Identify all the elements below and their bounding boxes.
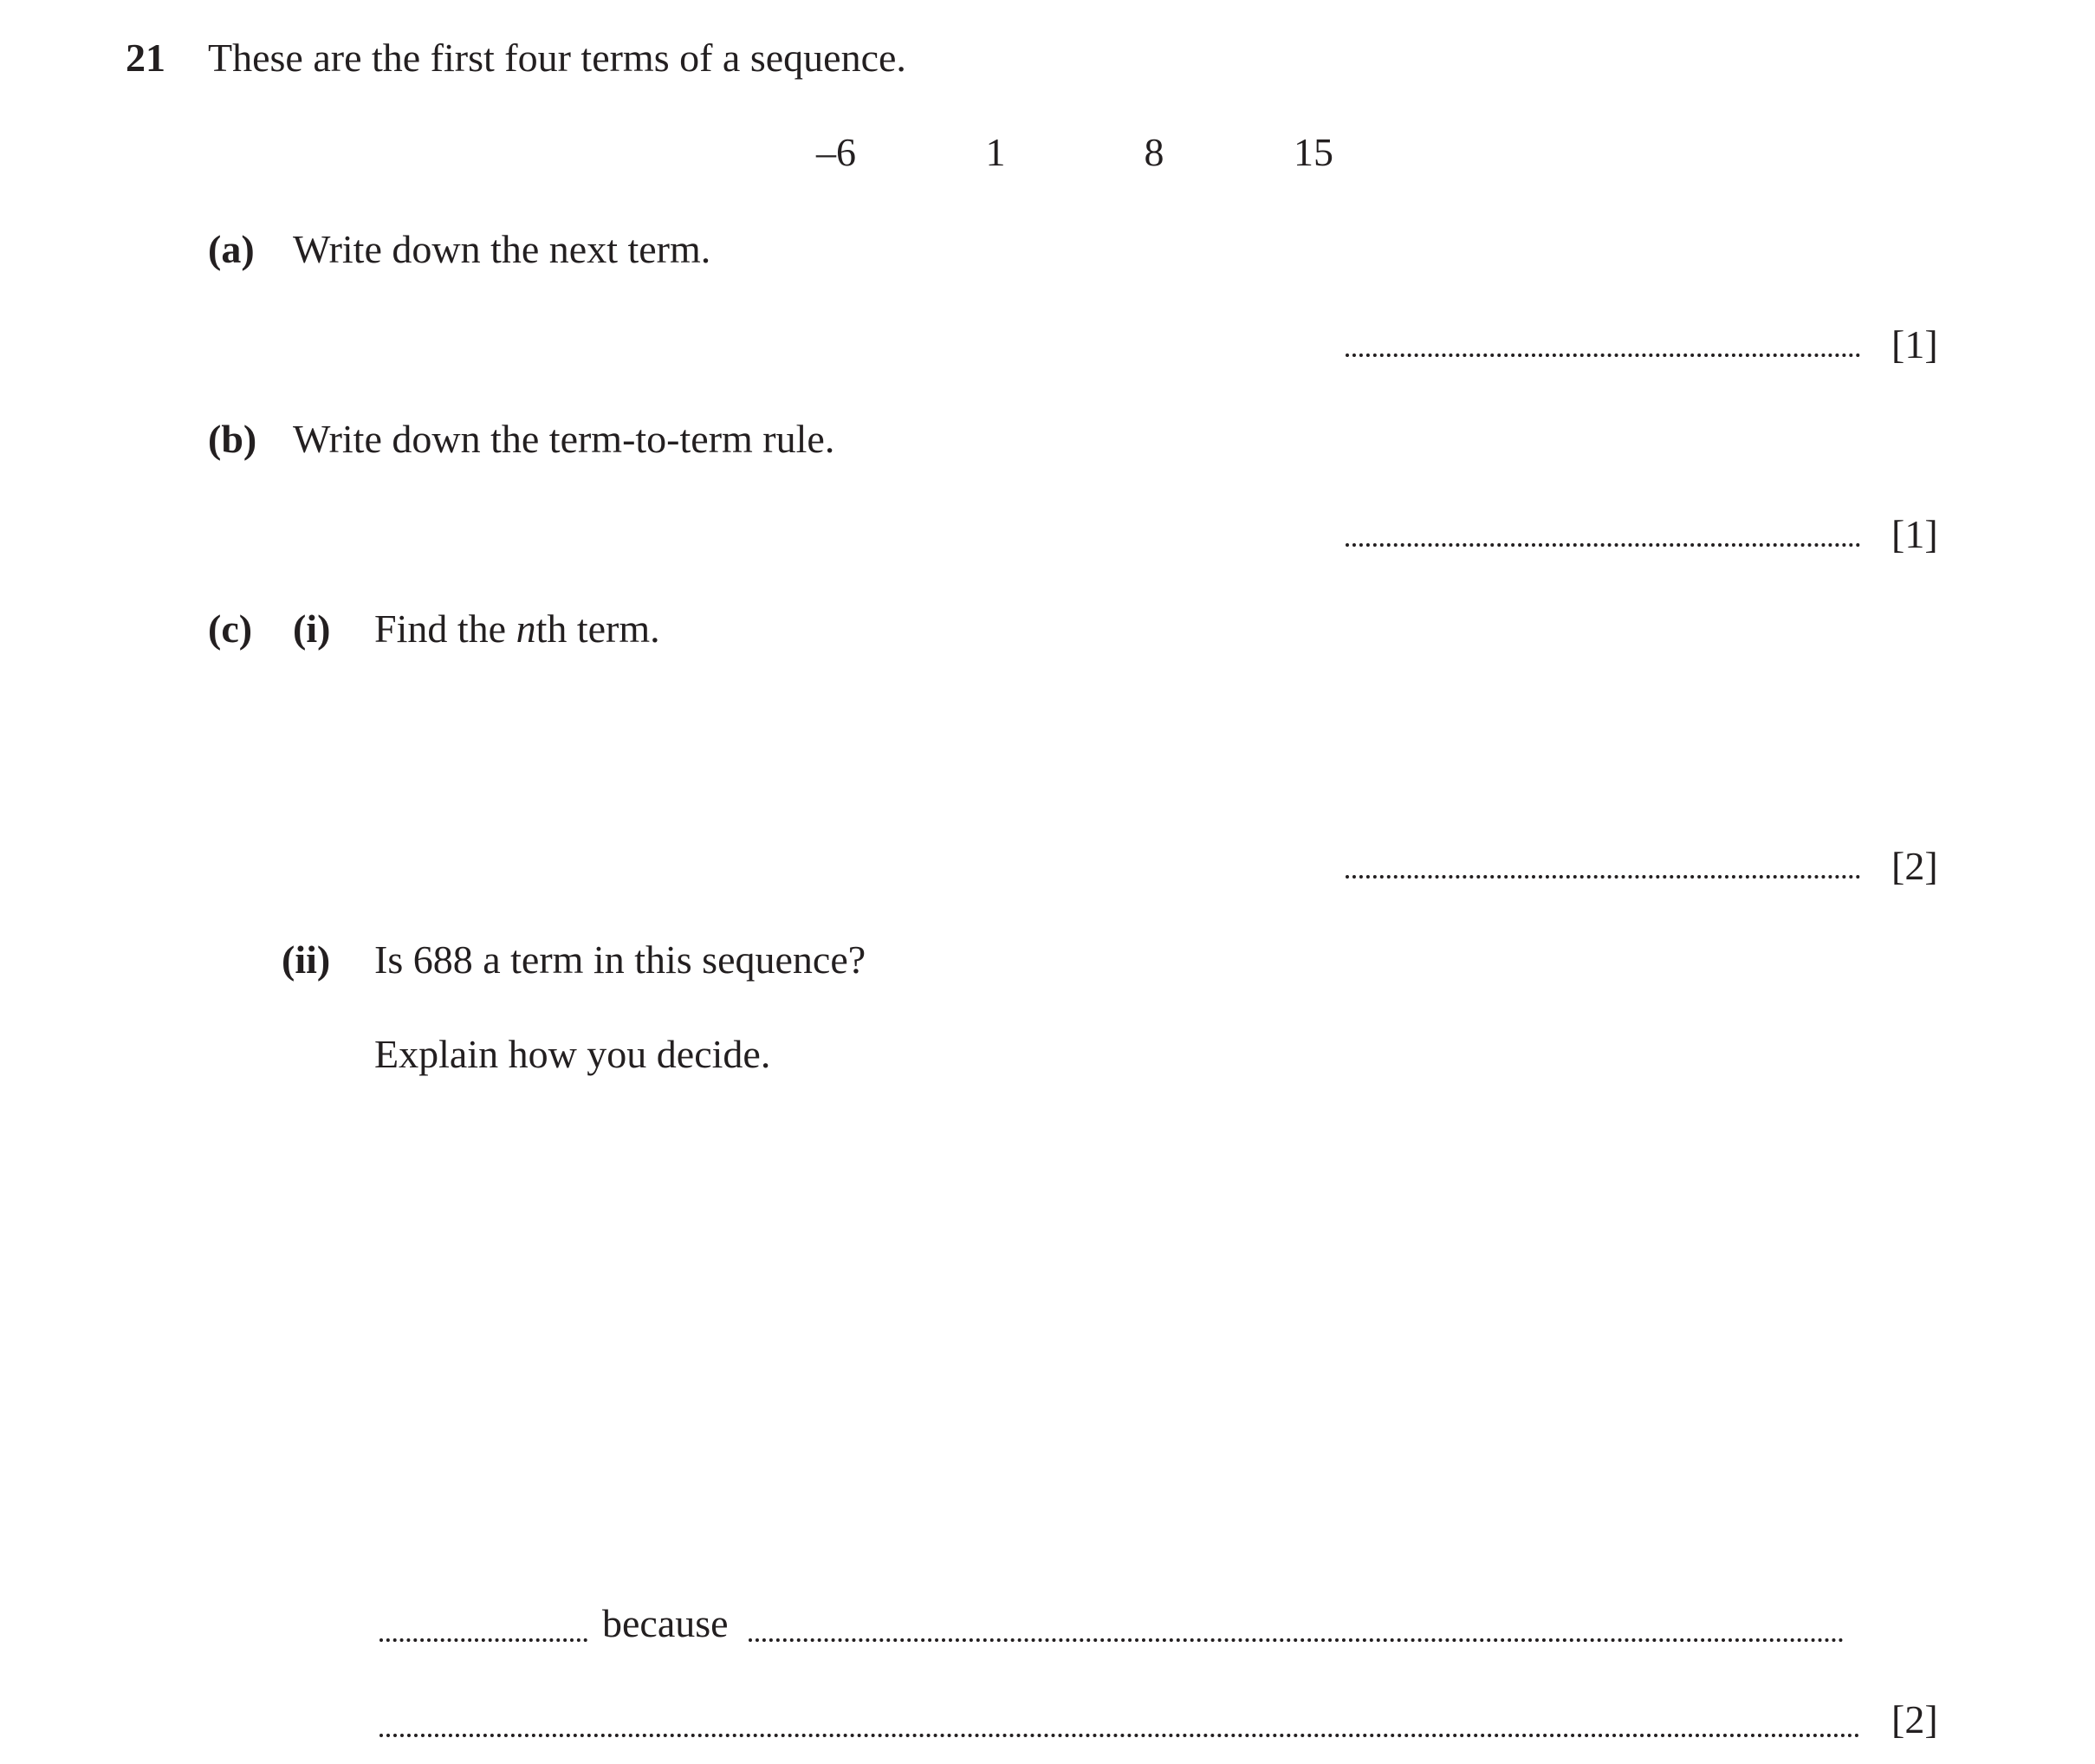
part-a-marks: [1] — [1891, 322, 1938, 366]
part-c-i-answer-line[interactable] — [1346, 875, 1860, 879]
part-b-prompt: Write down the term-to-term rule. — [293, 417, 835, 461]
sequence-term: 15 — [1294, 130, 1333, 174]
part-a-label: (a) — [208, 227, 255, 271]
sequence-term: 1 — [985, 130, 1006, 174]
sequence-term: –6 — [816, 130, 856, 174]
question-stem: These are the first four terms of a sequence. — [208, 36, 906, 80]
part-b-answer-line[interactable] — [1346, 543, 1860, 547]
part-a-answer-line[interactable] — [1346, 353, 1860, 357]
part-c-ii-marks: [2] — [1891, 1697, 1938, 1741]
sequence-term: 8 — [1144, 130, 1164, 174]
part-c-label: (c) — [208, 606, 253, 651]
part-c-ii-yes-no-line[interactable] — [379, 1638, 587, 1642]
part-b-label: (b) — [208, 417, 257, 461]
part-c-ii-reason-line-2[interactable] — [379, 1734, 1860, 1737]
part-c-i-prompt-after: th term. — [535, 606, 660, 651]
part-c-i-prompt-italic: n — [516, 606, 536, 651]
part-c-ii-reason-line-1[interactable] — [749, 1638, 1844, 1642]
part-c-ii-because: because — [602, 1601, 729, 1645]
part-c-ii-label: (ii) — [282, 937, 331, 982]
part-c-i-label: (i) — [293, 606, 331, 651]
part-c-i-prompt — [374, 606, 660, 651]
part-b-marks: [1] — [1891, 512, 1938, 556]
part-c-i-marks: [2] — [1891, 844, 1938, 888]
question-number: 21 — [126, 36, 165, 80]
part-c-ii-prompt: Is 688 a term in this sequence? — [374, 937, 866, 982]
part-c-ii-prompt-explain: Explain how you decide. — [374, 1032, 771, 1076]
part-c-i-prompt-before: Find the — [374, 606, 516, 651]
part-a-prompt: Write down the next term. — [293, 227, 711, 271]
